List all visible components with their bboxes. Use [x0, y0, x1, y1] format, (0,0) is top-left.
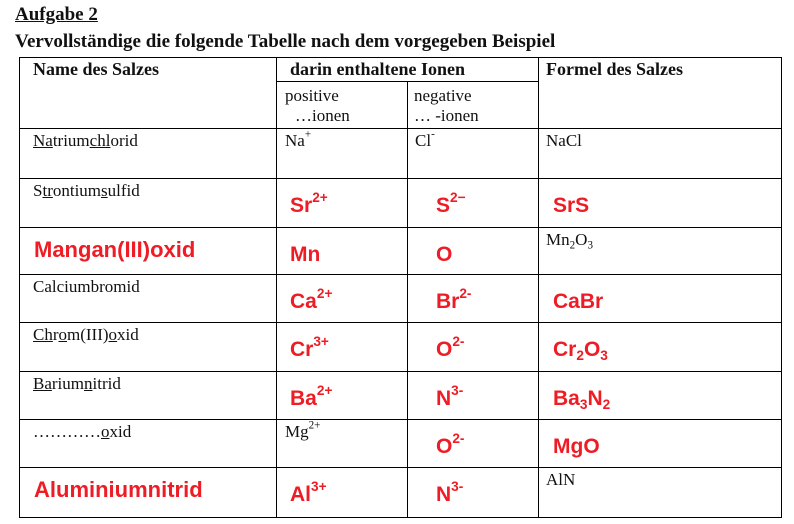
salt-name-part: tr: [42, 181, 53, 200]
row-line-5: [19, 371, 782, 372]
formula-element: Ba: [553, 387, 580, 410]
salt-name: [33, 325, 139, 345]
salt-name-part: s: [101, 181, 108, 200]
salt-name-part: Ba: [33, 374, 52, 393]
salt-name: [33, 131, 138, 151]
cation-answer: [290, 285, 333, 314]
ion-charge: 2-: [452, 430, 465, 446]
anion-printed: [415, 128, 435, 151]
col-line-ions: [407, 81, 408, 518]
header-ions: darin enthaltene Ionen: [290, 59, 466, 79]
formula-index: 3: [587, 239, 593, 252]
formula-element: O: [575, 230, 588, 249]
salt-name-part: S: [33, 181, 43, 200]
salt-name-part: xid: [109, 422, 132, 441]
ion-symbol: Mg: [285, 422, 309, 441]
formula-element: Cr: [553, 338, 577, 361]
row-line-2: [19, 227, 782, 228]
cation-answer: [290, 333, 329, 362]
ion-charge: 2+: [308, 419, 321, 432]
ion-symbol: Ba: [290, 387, 317, 410]
ion-symbol: Cl: [415, 131, 432, 150]
ion-charge: 2−: [450, 189, 466, 205]
row-line-6: [19, 419, 782, 420]
anion-answer: [436, 382, 464, 411]
formula-answer: [553, 290, 603, 314]
ion-charge: 3-: [451, 382, 464, 398]
formula-answer: [553, 435, 600, 459]
header-name: Name des Salzes: [33, 59, 159, 79]
salt-name-part: n: [84, 374, 93, 393]
anion-answer: [436, 333, 465, 362]
anion-answer: [436, 285, 472, 314]
formula-printed: AlN: [546, 470, 576, 489]
task-instruction: Vervollständige die folgende Tabelle nach dem vorgegeben Beispiel: [15, 31, 556, 52]
task-title: Aufgabe 2: [15, 4, 98, 25]
ion-symbol: Al: [290, 483, 311, 506]
anion-answer: [436, 478, 464, 507]
cation-answer: [290, 243, 320, 267]
salt-name-part: rium: [51, 374, 84, 393]
ion-symbol: N: [436, 387, 452, 410]
salt-name-part: o: [58, 325, 68, 344]
cation-printed: [285, 419, 321, 442]
ion-charge: +: [304, 128, 312, 141]
ion-symbol: O: [436, 243, 453, 266]
salt-name: Calciumbromid: [33, 277, 140, 296]
row-line-7: [19, 467, 782, 468]
row-line-1: [19, 178, 782, 179]
ion-symbol: Br: [436, 290, 460, 313]
salt-name-part: Na: [33, 131, 53, 150]
header-formula: Formel des Salzes: [546, 59, 683, 79]
anion-answer: [436, 243, 452, 267]
formula-answer: [553, 338, 608, 362]
salt-name-part: o: [101, 422, 110, 441]
cation-answer: [290, 189, 328, 218]
cation-printed: [285, 128, 312, 151]
salt-name-part: orid: [110, 131, 138, 150]
formula-printed: NaCl: [546, 131, 582, 150]
salt-name: [33, 181, 140, 201]
ion-charge: 2+: [316, 285, 333, 301]
table-border-left: [19, 57, 20, 518]
formula-index: 3: [600, 348, 608, 364]
formula-element: CaBr: [553, 290, 604, 313]
formula-index: 3: [579, 397, 588, 413]
ion-charge: 2+: [316, 382, 333, 398]
formula-answer: [553, 387, 610, 411]
anion-answer: [436, 189, 466, 218]
ion-symbol: Mn: [290, 243, 321, 266]
formula-index: 2: [602, 397, 611, 413]
salt-name-part: r: [52, 325, 59, 344]
ion-symbol: N: [436, 483, 452, 506]
salt-name-part: xid: [117, 325, 139, 344]
formula-answer: [553, 194, 589, 218]
col-line-name: [276, 57, 277, 518]
ion-charge: 3+: [311, 478, 327, 494]
formula-element: MgO: [553, 435, 600, 458]
salt-name-answer: Mangan(III)oxid: [34, 237, 196, 262]
cation-answer: [290, 382, 333, 411]
header-negative-ions: negative … -ionen: [414, 86, 479, 125]
formula-index: 2: [576, 348, 584, 364]
ion-charge: 3-: [451, 478, 464, 494]
salt-name: [33, 422, 131, 442]
salt-name-part: ontium: [52, 181, 102, 200]
formula-element: N: [587, 387, 603, 410]
salt-name-part: Ch: [33, 325, 53, 344]
table-border-bottom: [19, 517, 782, 518]
header-bottom-line: [19, 128, 782, 129]
salt-name-part: itrid: [92, 374, 121, 393]
formula-element: SrS: [553, 194, 590, 217]
ion-symbol: Sr: [290, 194, 313, 217]
row-line-4: [19, 322, 782, 323]
salt-name-part: m(III): [67, 325, 109, 344]
salt-name-part: ulfid: [107, 181, 140, 200]
ion-symbol: S: [436, 194, 451, 217]
ion-symbol: Ca: [290, 290, 317, 313]
anion-answer: [436, 430, 465, 459]
salt-name-part: o: [108, 325, 118, 344]
ion-symbol: Na: [285, 131, 305, 150]
ion-charge: 2+: [312, 189, 328, 205]
cation-answer: [290, 478, 327, 507]
salt-name: [33, 374, 121, 394]
formula-element: Mn: [546, 230, 570, 249]
row-line-3: [19, 274, 782, 275]
salt-name-part: chl: [89, 131, 111, 150]
salt-name-answer: Aluminiumnitrid: [34, 477, 203, 502]
salt-name-part: trium: [52, 131, 90, 150]
formula-element: O: [583, 338, 601, 361]
table-border-right: [781, 57, 782, 518]
ion-symbol: O: [436, 435, 453, 458]
salt-name-part: …………: [33, 422, 101, 441]
ion-charge: 3+: [313, 333, 329, 349]
ion-charge: -: [431, 128, 435, 141]
ion-charge: 2-: [452, 333, 465, 349]
formula-index: 2: [569, 239, 576, 252]
formula-printed: [546, 230, 593, 250]
ion-symbol: O: [436, 338, 453, 361]
ion-charge: 2-: [459, 285, 472, 301]
header-positive-ions: positive …ionen: [285, 86, 350, 125]
ion-symbol: Cr: [290, 338, 314, 361]
col-line-formula: [538, 57, 539, 518]
